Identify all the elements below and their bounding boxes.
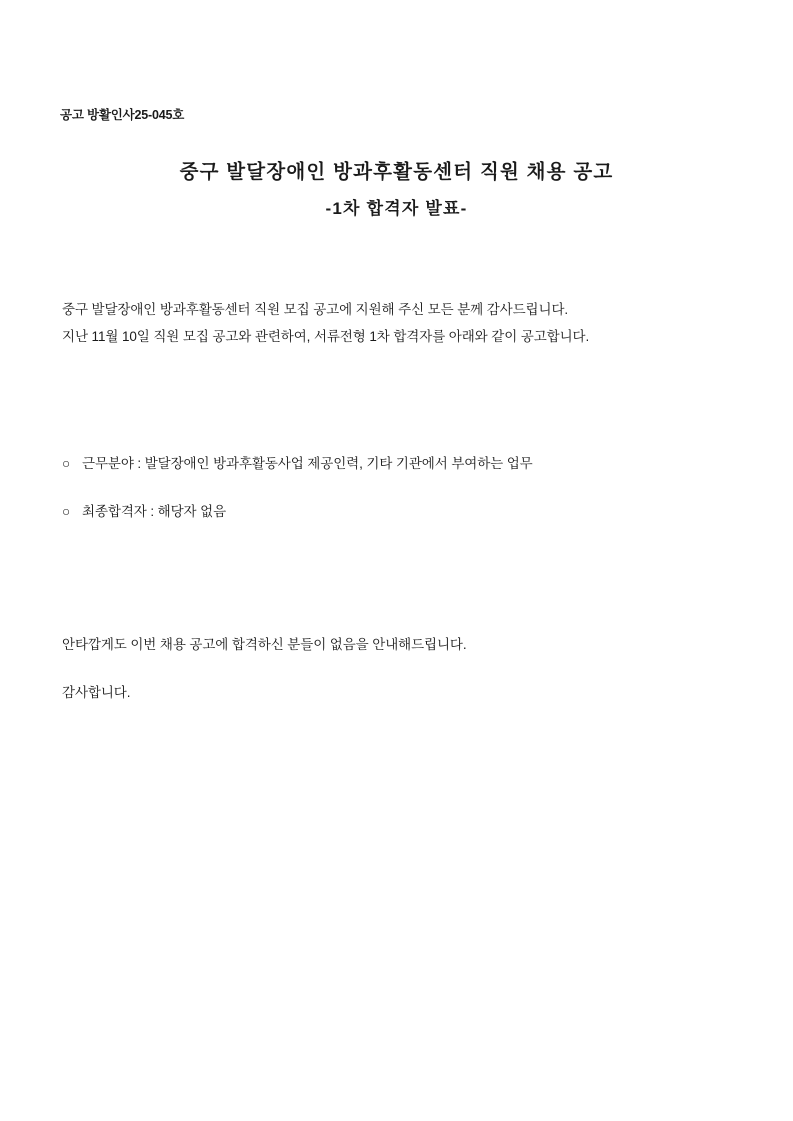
closing-paragraph bbox=[62, 633, 742, 729]
bullet-list bbox=[62, 452, 742, 548]
list-item-label: 최종합격자 : 해당자 없음 bbox=[82, 504, 227, 519]
list-item-label: 근무분야 : 발달장애인 방과후활동사업 제공인력, 기타 기관에서 부여하는 업무 bbox=[82, 456, 533, 471]
title-block bbox=[0, 163, 793, 217]
list-item bbox=[62, 500, 742, 520]
closing-line-1: 안타깝게도 이번 채용 공고에 합격하신 분들이 없음을 안내해드립니다. bbox=[62, 637, 467, 652]
intro-paragraph bbox=[62, 296, 732, 350]
page-subtitle: -1차 합격자 발표- bbox=[325, 198, 468, 218]
intro-line-1: 중구 발달장애인 방과후활동센터 직원 모집 공고에 지원해 주신 모든 분께 감사드립니다. bbox=[62, 302, 569, 317]
intro-line-2: 지난 11월 10일 직원 모집 공고와 관련하여, 서류전형 1차 합격자를 아래와 같이 공고합니다. bbox=[62, 329, 590, 344]
list-item bbox=[62, 452, 742, 472]
document-number: 공고 방활인사25-045호 bbox=[60, 108, 185, 122]
bullet-marker-icon: ○ bbox=[62, 504, 71, 519]
closing-line-2: 감사합니다. bbox=[62, 685, 131, 700]
page-title: 중구 발달장애인 방과후활동센터 직원 채용 공고 bbox=[179, 161, 614, 183]
bullet-marker-icon: ○ bbox=[62, 456, 71, 471]
